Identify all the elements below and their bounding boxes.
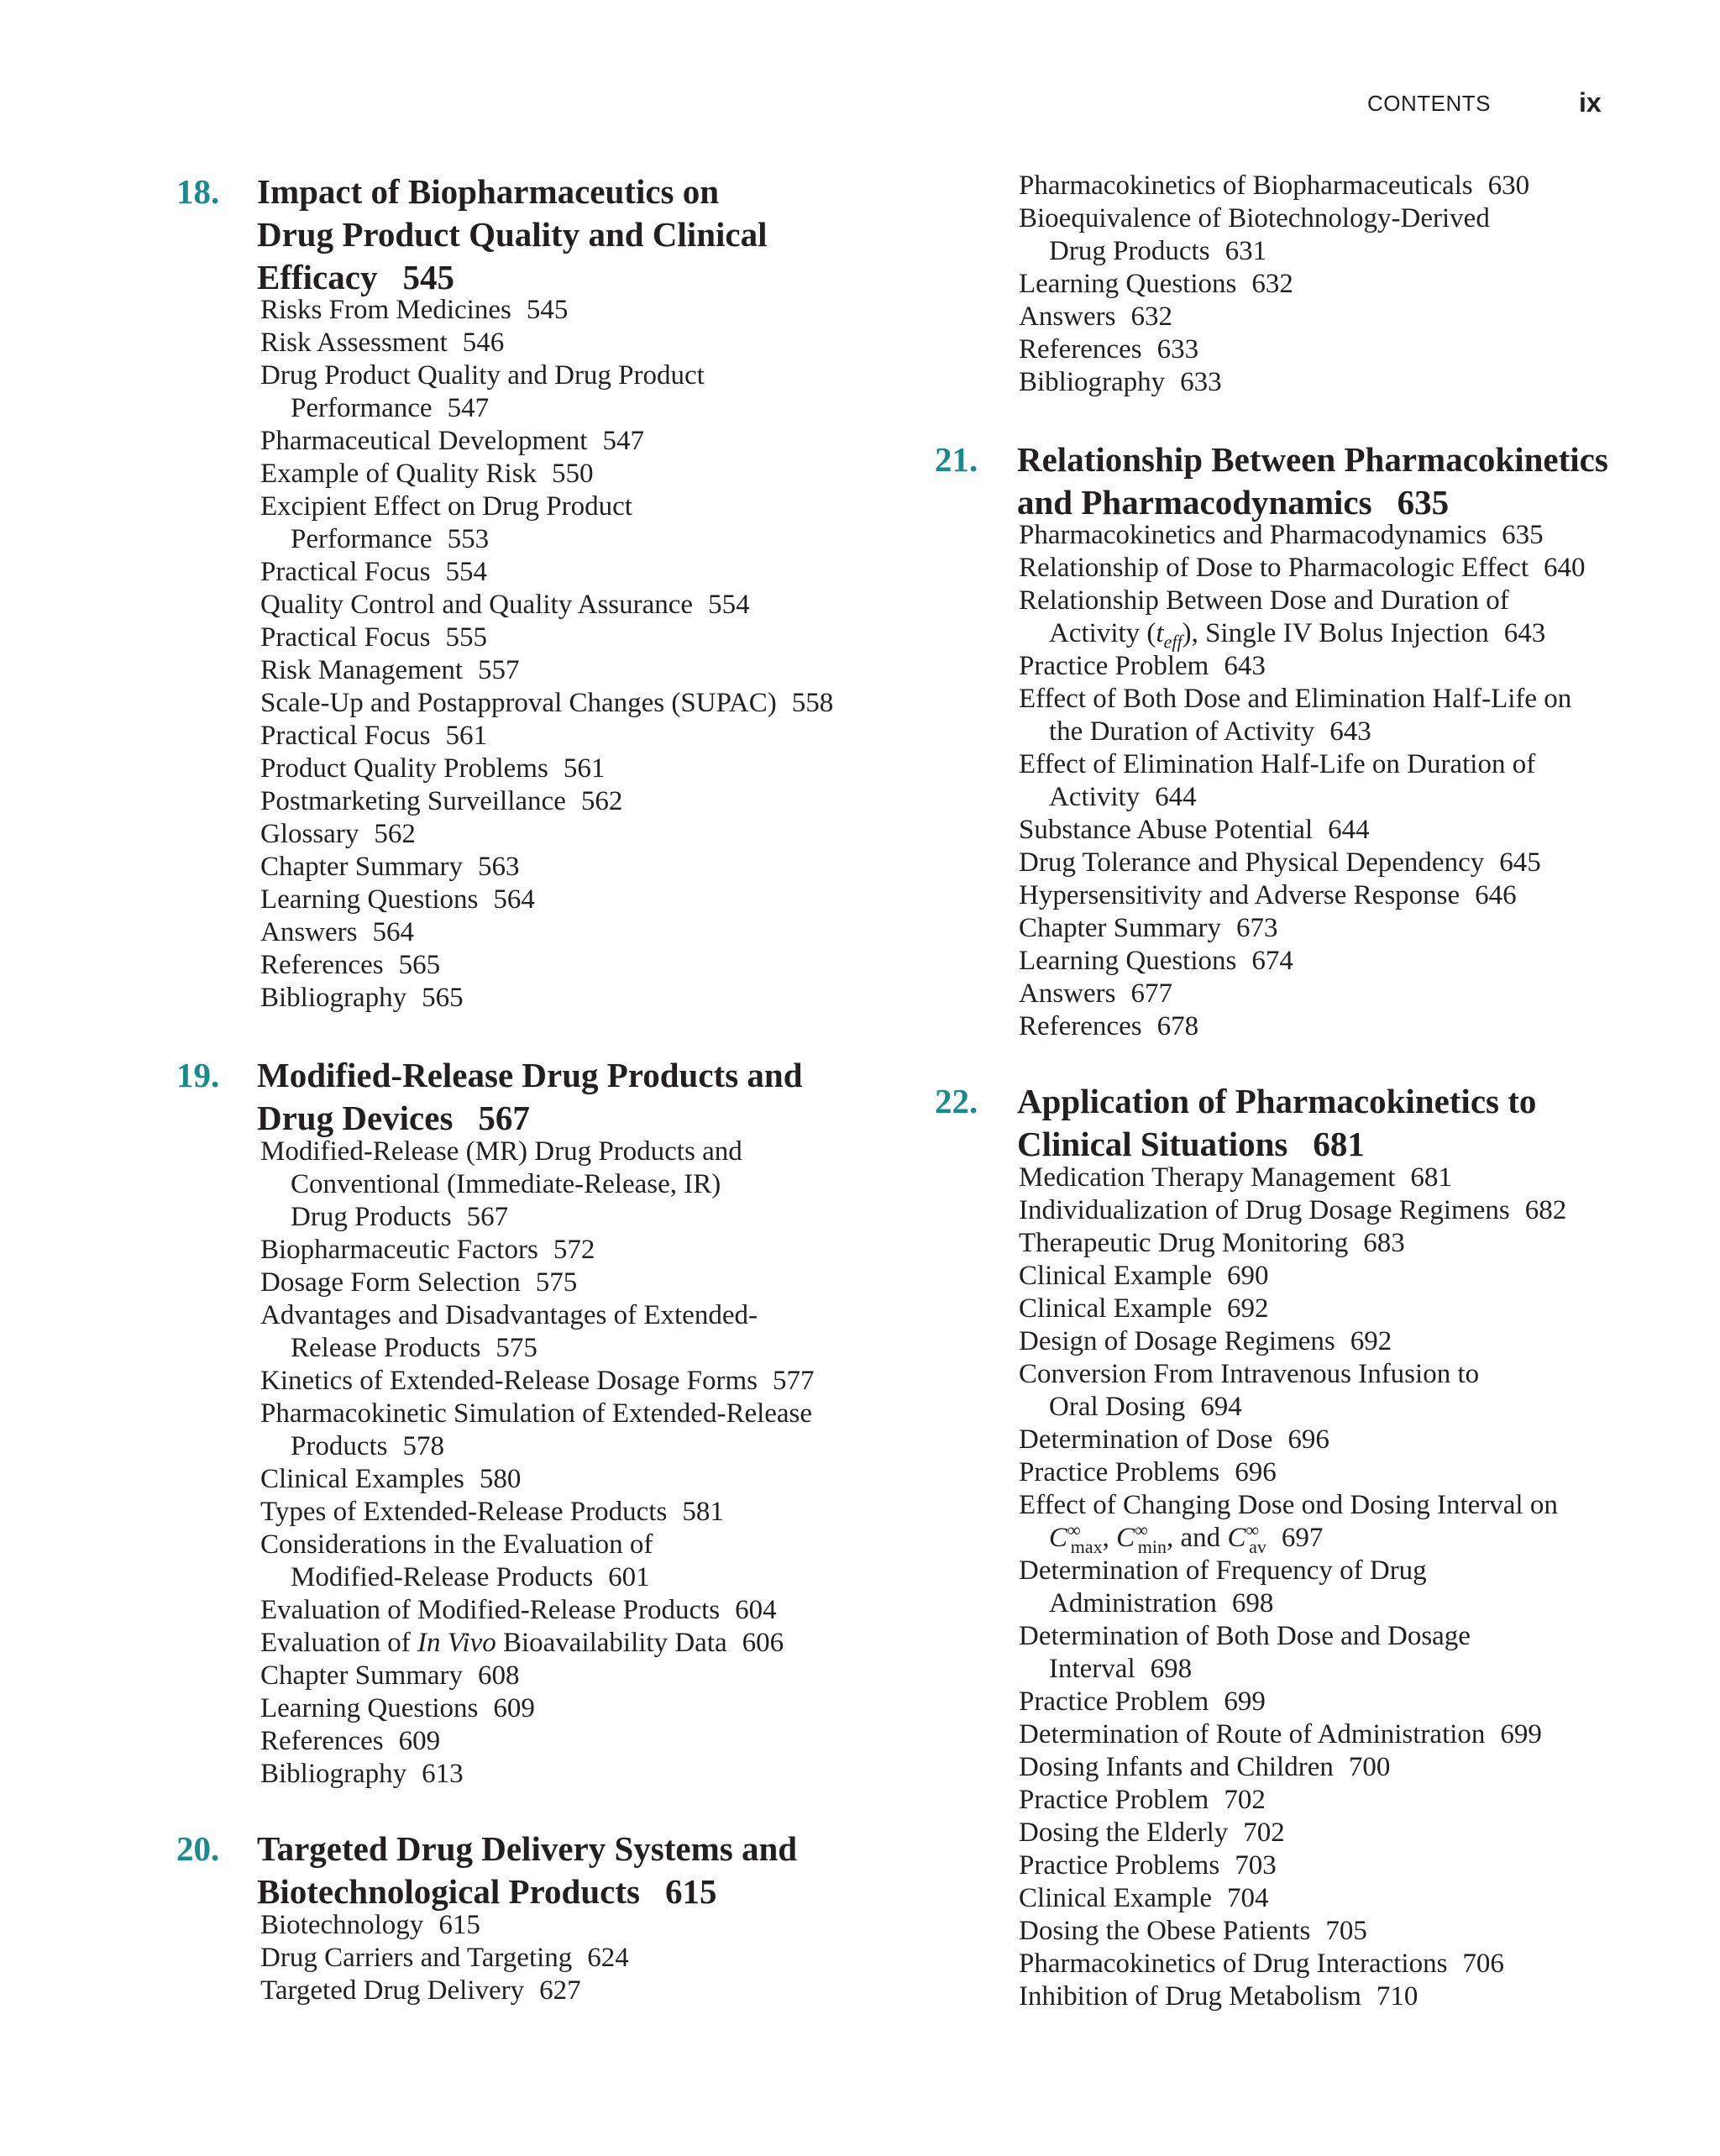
toc-entry-page: 564 [372,917,414,947]
toc-entry-title: $C^\infty_{max}$, $C^\infty_{min}$, and $C^\infty_{av}$ 697 [1049,1519,1324,1557]
chapter-title[interactable]: Targeted Drug Delivery Systems and Biotechnological Products 615 [257,1829,798,1911]
toc-entry-page: 705 [1325,1916,1367,1946]
toc-entry[interactable] [1019,268,1529,301]
toc-entry-title: Answers 632 [1019,302,1172,332]
toc-entry-title: Drug Products 631 [1049,236,1267,266]
toc-entry-page: 575 [496,1333,538,1363]
toc-entry-page: 546 [462,328,505,358]
toc-entry-title: Clinical Example 690 [1019,1261,1269,1291]
toc-entry-title: Types of Extended-Release Products 581 [260,1497,724,1527]
toc-entry[interactable] [260,1660,815,1692]
toc-entry-page: 565 [398,950,441,980]
toc-entry-title: Postmarketing Surveillance 562 [260,786,623,816]
toc-entry[interactable] [1019,333,1529,366]
toc-entry-page: 562 [580,786,623,816]
toc-entry[interactable] [1019,1849,1566,1882]
toc-entry-title: Activity 644 [1049,782,1197,812]
toc-entry[interactable] [1019,1489,1566,1555]
toc-entry-title: Relationship Between Dose and Duration of [1019,585,1509,616]
toc-entry[interactable] [260,1463,815,1496]
toc-entry-page: 581 [682,1497,724,1527]
toc-entry-page: 633 [1156,334,1199,365]
toc-entry-page: 627 [539,1975,581,2006]
toc-entry[interactable] [260,916,833,949]
toc-entry-page: 547 [602,426,644,456]
toc-entry-page: 608 [478,1660,520,1691]
toc-entry-page: 558 [791,688,834,718]
toc-entry-page: 682 [1524,1195,1567,1225]
chapter-20-entries [260,1909,629,2007]
toc-entry[interactable] [1019,1817,1566,1849]
toc-entry[interactable] [260,982,833,1015]
toc-entry-title: Risk Management 557 [260,655,520,685]
toc-entry[interactable] [260,818,833,851]
toc-entry[interactable] [260,1267,815,1299]
toc-entry-title: Pharmacokinetics of Drug Interactions 706 [1019,1949,1504,1979]
toc-entry-title: Chapter Summary 563 [260,852,520,882]
toc-entry-title: Pharmacokinetics and Pharmacodynamics 635 [1019,520,1544,550]
toc-entry[interactable] [260,1234,815,1267]
toc-entry[interactable] [260,589,833,622]
toc-entry[interactable] [1019,1686,1566,1718]
chapter-21-entries [1019,519,1586,1043]
toc-entry[interactable] [1019,683,1586,748]
toc-entry[interactable] [1019,552,1586,585]
toc-entry-title: Dosing Infants and Children 700 [1019,1752,1391,1782]
toc-entry-title: Answers 564 [260,917,414,947]
toc-entry-page: 710 [1376,1981,1418,2012]
toc-entry-title: Determination of Route of Administration 699 [1019,1719,1542,1749]
toc-entry-title: Dosing the Elderly 702 [1019,1818,1285,1848]
toc-entry-title: Bibliography 565 [260,983,464,1013]
toc-entry-page: 630 [1487,170,1530,201]
toc-entry-page: 609 [398,1726,441,1756]
toc-entry-title: Individualization of Drug Dosage Regimens 682 [1019,1195,1567,1225]
toc-entry-page: 694 [1200,1392,1242,1422]
chapter-page: 615 [664,1872,717,1911]
toc-entry-page: 554 [708,590,750,620]
toc-entry[interactable] [1019,1194,1566,1227]
toc-entry[interactable] [260,490,833,556]
toc-entry-page: 624 [587,1943,629,1973]
toc-entry-page: 699 [1500,1719,1542,1749]
toc-entry-page: 567 [466,1202,509,1232]
toc-entry-page: 565 [422,983,464,1013]
toc-entry-page: 547 [447,393,490,423]
toc-entry-page: 613 [422,1759,464,1789]
chapter-title[interactable]: Impact of Biopharmaceutics on Drug Product Quality and Clinical Efficacy 545 [257,172,768,296]
toc-entry-page: 643 [1503,618,1546,648]
toc-entry[interactable] [1019,1915,1566,1948]
chapter-number: 18. [176,172,220,211]
toc-entry-title: Effect of Both Dose and Elimination Half-Life on [1019,684,1572,714]
toc-entry-title: Products 578 [291,1431,444,1461]
toc-entry-page: 555 [445,622,488,653]
toc-entry-title: Effect of Changing Dose ond Dosing Interval on [1019,1490,1558,1520]
toc-entry-title: Substance Abuse Potential 644 [1019,815,1370,845]
toc-entry-title: Drug Carriers and Targeting 624 [260,1943,629,1973]
chapter-page: 681 [1313,1125,1365,1163]
toc-entry-title: Clinical Examples 580 [260,1464,522,1494]
chapter-title[interactable]: Application of Pharmacokinetics to Clinical Situations 681 [1017,1082,1537,1163]
toc-entry[interactable] [260,884,833,916]
toc-entry-page: 553 [447,524,490,554]
toc-entry-page: 615 [438,1910,480,1940]
toc-entry[interactable] [260,1398,815,1463]
toc-entry[interactable] [1019,1751,1566,1784]
toc-entry[interactable] [260,1692,815,1725]
toc-entry-page: 601 [608,1562,650,1592]
page-number: ix [1579,87,1602,118]
toc-entry-title: Modified-Release (MR) Drug Products and [260,1136,742,1167]
toc-entry[interactable] [260,327,833,359]
toc-entry-page: 557 [478,655,520,685]
toc-entry[interactable] [1019,1358,1566,1424]
toc-entry-page: 696 [1235,1457,1277,1487]
toc-entry-page: 703 [1235,1850,1277,1881]
toc-entry[interactable] [1019,1948,1566,1980]
toc-entry[interactable] [1019,1293,1566,1325]
toc-entry-title: Quality Control and Quality Assurance 554 [260,590,750,620]
toc-entry[interactable] [260,1758,815,1791]
toc-entry-title: Pharmacokinetics of Biopharmaceuticals 630 [1019,170,1530,201]
toc-entry-title: Drug Tolerance and Physical Dependency 645 [1019,847,1541,878]
toc-entry-page: 561 [445,721,488,751]
toc-entry-title: Practice Problem 643 [1019,651,1266,681]
toc-entry[interactable] [1019,1456,1566,1489]
toc-entry[interactable] [260,1136,815,1234]
toc-entry-page: 633 [1180,367,1222,397]
toc-entry-page: 563 [478,852,520,882]
toc-entry-title: Practice Problems 696 [1019,1457,1277,1487]
toc-entry-title: References 633 [1019,334,1199,365]
toc-entry[interactable] [260,1299,815,1365]
toc-entry-title: Practice Problem 702 [1019,1785,1266,1815]
toc-entry-page: 692 [1227,1293,1269,1324]
toc-entry-page: 644 [1155,782,1197,812]
toc-entry-page: 545 [526,295,569,325]
toc-entry-page: 554 [445,557,488,587]
toc-entry[interactable] [260,1594,815,1627]
chapter-number: 20. [176,1829,220,1868]
toc-entry-page: 643 [1329,716,1371,747]
toc-entry-page: 683 [1363,1228,1405,1258]
toc-entry-page: 692 [1350,1326,1392,1356]
toc-entry-title: Drug Products 567 [291,1202,509,1232]
toc-entry[interactable] [260,785,833,818]
toc-entry-title: Biotechnology 615 [260,1910,480,1940]
toc-entry[interactable] [1019,847,1586,879]
toc-entry-title: Bibliography 633 [1019,367,1222,397]
toc-entry-title: Pharmacokinetic Simulation of Extended-Release [260,1398,813,1429]
toc-entry-title: References 609 [260,1726,441,1756]
toc-entry-page: 677 [1130,978,1172,1009]
toc-entry-title: References 565 [260,950,441,980]
toc-entry[interactable] [260,425,833,458]
toc-entry[interactable] [260,458,833,490]
toc-entry[interactable] [1019,1424,1566,1456]
toc-entry-title: Targeted Drug Delivery 627 [260,1975,581,2006]
toc-entry-page: 696 [1287,1424,1329,1455]
toc-entry[interactable] [1019,202,1529,268]
toc-entry-title: Therapeutic Drug Monitoring 683 [1019,1228,1405,1258]
toc-entry-page: 704 [1227,1883,1269,1913]
chapter-page: 635 [1397,483,1450,522]
toc-entry-title: Chapter Summary 673 [1019,913,1278,943]
chapter-20-continued-entries [1019,170,1529,399]
toc-entry-title: Advantages and Disadvantages of Extended- [260,1300,758,1330]
toc-entry-title: Evaluation of In Vivo Bioavailability Data 606 [260,1628,784,1658]
toc-entry[interactable] [260,294,833,327]
toc-entry-page: 698 [1150,1654,1193,1684]
toc-entry[interactable] [1019,1555,1566,1620]
toc-entry-page: 697 [1281,1523,1324,1553]
toc-entry-title: Learning Questions 632 [1019,269,1293,299]
toc-entry[interactable] [1019,1260,1566,1293]
toc-entry-title: Design of Dosage Regimens 692 [1019,1326,1392,1356]
chapter-number: 22. [935,1082,978,1120]
chapter-number: 19. [176,1056,220,1094]
chapter-page: 567 [478,1099,530,1137]
toc-entry[interactable] [260,753,833,785]
toc-entry-page: 690 [1227,1261,1269,1291]
toc-entry[interactable] [260,622,833,654]
toc-entry[interactable] [1019,1882,1566,1915]
toc-entry[interactable] [260,1909,629,1942]
toc-entry[interactable] [1019,519,1586,552]
toc-entry-title: Dosage Form Selection 575 [260,1267,578,1298]
toc-entry[interactable] [1019,170,1529,202]
toc-entry[interactable] [1019,912,1586,945]
toc-entry[interactable] [260,1975,629,2007]
toc-entry[interactable] [1019,814,1586,847]
toc-entry-title: Hypersensitivity and Adverse Response 646 [1019,880,1517,910]
toc-entry[interactable] [1019,1162,1566,1194]
toc-entry[interactable] [1019,748,1586,814]
toc-entry-page: 678 [1156,1011,1199,1041]
toc-entry[interactable] [1019,366,1529,399]
toc-entry-title: Glossary 562 [260,819,416,849]
toc-entry-page: 609 [493,1693,535,1723]
toc-entry-title: Learning Questions 674 [1019,946,1293,976]
toc-entry-page: 643 [1224,651,1266,681]
toc-entry-title: Learning Questions 609 [260,1693,535,1723]
toc-entry[interactable] [1019,879,1586,912]
chapter-title[interactable]: Relationship Between Pharmacokinetics and Pharmacodynamics 635 [1017,440,1608,522]
toc-entry[interactable] [1019,585,1586,653]
toc-entry-title: Drug Product Quality and Drug Product [260,360,705,391]
toc-entry-page: 572 [553,1235,595,1265]
toc-entry-title: Chapter Summary 608 [260,1660,520,1691]
toc-entry-title: Clinical Example 704 [1019,1883,1269,1913]
toc-entry-page: 575 [535,1267,578,1298]
toc-entry[interactable] [260,654,833,687]
toc-entry-title: Bioequivalence of Biotechnology-Derived [1019,203,1490,233]
toc-entry-title: Risk Assessment 546 [260,328,505,358]
toc-entry-title: Kinetics of Extended-Release Dosage Forms 577 [260,1366,815,1396]
toc-entry-title: Interval 698 [1049,1654,1193,1684]
toc-entry-page: 699 [1224,1687,1266,1717]
toc-entry-title: Clinical Example 692 [1019,1293,1269,1324]
toc-entry-title: Determination of Both Dose and Dosage [1019,1621,1471,1651]
toc-entry-page: 706 [1462,1949,1504,1979]
toc-entry-title: Practice Problem 699 [1019,1687,1266,1717]
toc-entry-page: 635 [1502,520,1544,550]
toc-entry-page: 580 [479,1464,522,1494]
toc-entry[interactable] [1019,1784,1566,1817]
toc-entry-title: Pharmaceutical Development 547 [260,426,644,456]
toc-entry[interactable] [260,1496,815,1529]
chapter-18-entries [260,294,833,1015]
toc-entry-title: Bibliography 613 [260,1759,464,1789]
toc-entry[interactable] [260,1725,815,1758]
toc-entry-title: Determination of Dose 696 [1019,1424,1329,1455]
toc-entry-page: 562 [374,819,416,849]
chapter-number: 21. [935,440,978,479]
toc-entry-title: Oral Dosing 694 [1049,1392,1242,1422]
toc-entry-title: Conversion From Intravenous Infusion to [1019,1359,1480,1389]
toc-entry-title: References 678 [1019,1011,1199,1041]
toc-entry-page: 700 [1348,1752,1391,1782]
toc-entry-page: 631 [1224,236,1267,266]
toc-entry[interactable] [260,687,833,720]
toc-entry[interactable] [260,1942,629,1975]
toc-entry-page: 632 [1130,302,1172,332]
toc-entry[interactable] [1019,1980,1566,2013]
toc-entry-title: Practical Focus 554 [260,557,488,587]
toc-entry-page: 681 [1410,1162,1452,1193]
running-head: CONTENTS [1367,91,1491,116]
chapter-19-entries [260,1136,815,1791]
toc-entry-page: 606 [742,1628,784,1658]
toc-entry-page: 674 [1251,946,1293,976]
toc-entry[interactable] [260,1365,815,1398]
toc-entry-title: Administration 698 [1049,1588,1274,1618]
toc-entry-page: 550 [552,459,594,489]
toc-entry-page: 578 [402,1431,444,1461]
toc-entry[interactable] [1019,978,1586,1010]
toc-entry-title: the Duration of Activity 643 [1049,716,1371,747]
toc-entry[interactable] [1019,1227,1566,1260]
toc-entry[interactable] [260,720,833,753]
toc-entry-page: 646 [1475,880,1517,910]
toc-entry-title: Release Products 575 [291,1333,538,1363]
chapter-title[interactable]: Modified-Release Drug Products and Drug Devices 567 [257,1056,803,1137]
toc-entry[interactable] [1019,1718,1566,1751]
toc-entry-title: Evaluation of Modified-Release Products 604 [260,1595,777,1625]
toc-entry-page: 698 [1231,1588,1274,1618]
toc-entry-title: Example of Quality Risk 550 [260,459,594,489]
toc-entry[interactable] [1019,301,1529,333]
toc-entry-title: Determination of Frequency of Drug [1019,1555,1427,1586]
toc-entry-title: Risks From Medicines 545 [260,295,569,325]
toc-entry-page: 644 [1328,815,1370,845]
toc-entry-page: 604 [735,1595,777,1625]
toc-entry[interactable] [1019,945,1586,978]
toc-entry-title: Effect of Elimination Half-Life on Duration of [1019,749,1536,779]
toc-entry-page: 702 [1243,1818,1285,1848]
toc-entry-title: Inhibition of Drug Metabolism 710 [1019,1981,1418,2012]
toc-entry-page: 561 [563,753,606,784]
toc-entry-title: Learning Questions 564 [260,884,535,915]
toc-entry-title: Scale-Up and Postapproval Changes (SUPAC) 558 [260,688,834,718]
toc-entry[interactable] [260,851,833,884]
toc-entry[interactable] [1019,1325,1566,1358]
toc-entry-page: 564 [493,884,535,915]
toc-entry[interactable] [260,1627,815,1660]
toc-entry[interactable] [1019,1010,1586,1043]
toc-entry-title: Relationship of Dose to Pharmacologic Effect 640 [1019,553,1586,583]
toc-entry[interactable] [260,556,833,589]
toc-entry-title: Biopharmaceutic Factors 572 [260,1235,595,1265]
toc-entry-title: Practical Focus 555 [260,622,488,653]
toc-entry-title: Performance 553 [291,524,490,554]
toc-entry-page: 702 [1224,1785,1266,1815]
toc-entry-title: Modified-Release Products 601 [291,1562,650,1592]
toc-entry-title: Performance 547 [291,393,490,423]
toc-entry-title: Answers 677 [1019,978,1172,1009]
toc-entry-page: 645 [1499,847,1541,878]
toc-entry-page: 577 [773,1366,815,1396]
toc-entry-page: 632 [1251,269,1293,299]
toc-entry[interactable] [260,1529,815,1594]
toc-entry-title: Practice Problems 703 [1019,1850,1277,1881]
toc-entry[interactable] [1019,650,1586,683]
chapter-page: 545 [402,258,454,296]
toc-entry[interactable] [1019,1620,1566,1686]
toc-entry-page: 673 [1236,913,1278,943]
toc-entry[interactable] [260,359,833,425]
toc-entry[interactable] [260,949,833,982]
toc-entry-title: Activity $(t_{eff})$, Single IV Bolus Injection 643 [1049,618,1546,653]
toc-entry-title: Product Quality Problems 561 [260,753,606,784]
toc-entry-title: Considerations in the Evaluation of [260,1529,653,1560]
toc-entry-page: 640 [1544,553,1586,583]
toc-entry-title: Excipient Effect on Drug Product [260,491,632,522]
toc-entry-title: Dosing the Obese Patients 705 [1019,1916,1367,1946]
chapter-22-entries [1019,1162,1566,2013]
toc-entry-title: Practical Focus 561 [260,721,488,751]
toc-entry-title: Medication Therapy Management 681 [1019,1162,1452,1193]
toc-entry-title: Conventional (Immediate-Release, IR) [291,1169,721,1199]
